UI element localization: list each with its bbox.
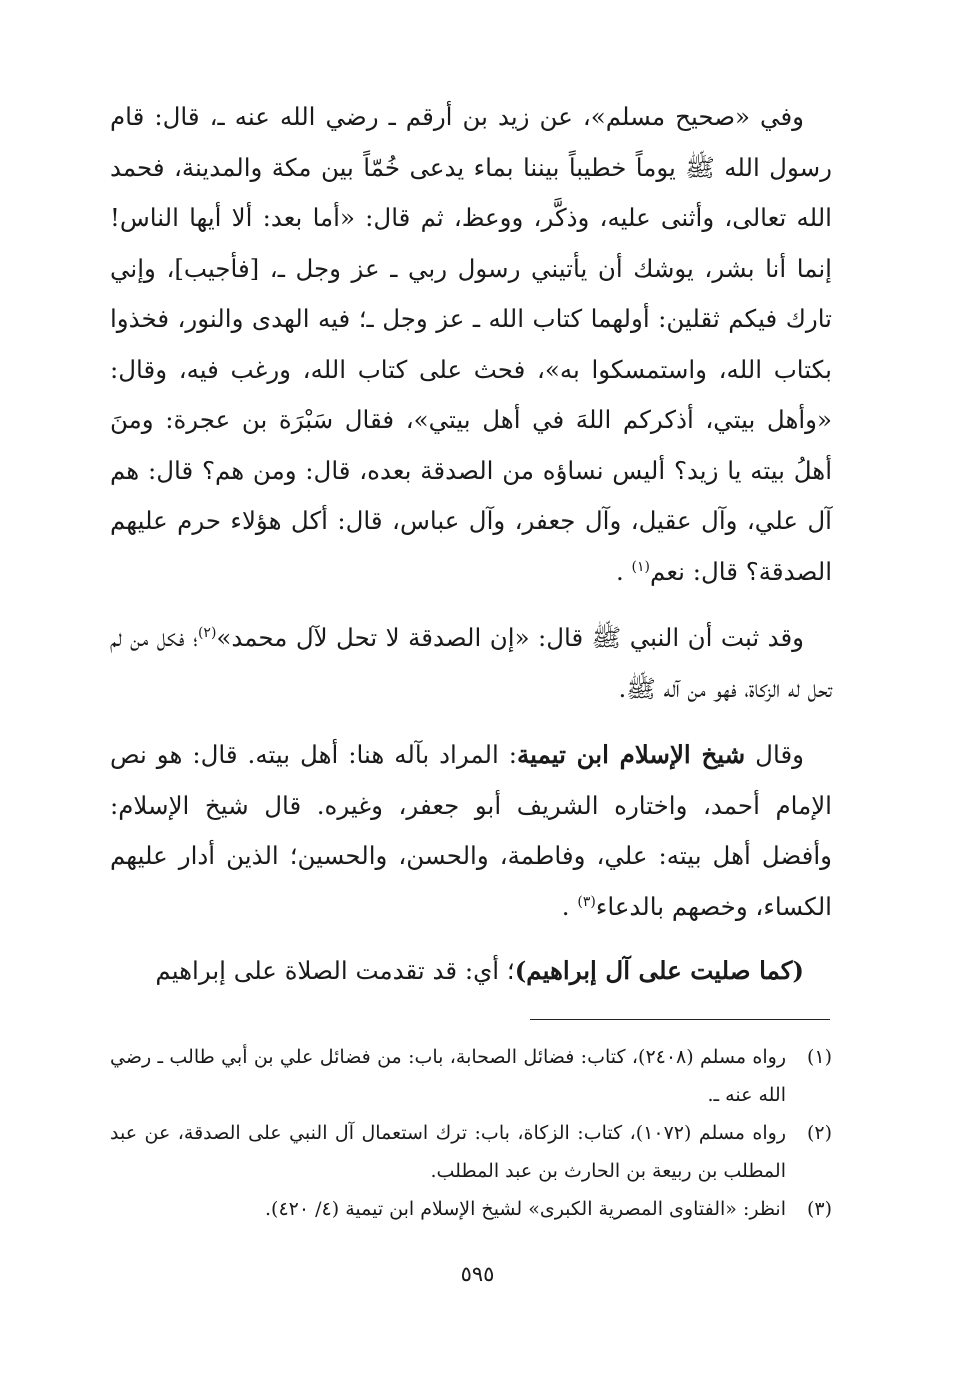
footnote-number: (٢) [806, 1121, 832, 1144]
footnote-text: رواه مسلم (٢٤٠٨)، كتاب: فضائل الصحابة، باب: من فضائل علي بن أبي طالب ـ رضي الله عنه ـ. [110, 1045, 787, 1106]
paragraph-text: وقد ثبت أن النبي ﷺ قال: «إن الصدقة لا تحل لآل محمد» [216, 623, 805, 652]
paragraph-kama-sallayta [110, 946, 832, 997]
quoted-phrase: (كما صليت على آل إبراهيم) [514, 956, 804, 985]
scholar-name: شيخ الإسلام ابن تيمية [517, 740, 746, 769]
paragraph-text: : المراد بآله هنا: أهل بيته. قال: هو نص الإمام أحمد، واختاره الشريف أبو جعفر، وغيره. قال شيخ الإسلام: وأفضل أهل بيته: علي، وفاطمة، والحسن، والحسين؛ الذين أدار عليهم الكساء، وخصهم بالدعاء [110, 740, 832, 921]
footnote-text: انظر: «الفتاوى المصرية الكبرى» لشيخ الإسلام ابن تيمية (٤/ ٤٢٠). [265, 1197, 786, 1220]
page-body [110, 92, 832, 1228]
footnote-number: (٣) [806, 1197, 832, 1220]
footnote-text: رواه مسلم (١٠٧٢)، كتاب: الزكاة، باب: ترك استعمال آل النبي على الصدقة، عن عبد المطلب بن ربيعة بن الحارث بن عبد المطلب. [110, 1121, 786, 1182]
footnote-marker-2[interactable]: (٢) [197, 624, 217, 641]
paragraph-text: وفي «صحيح مسلم»، عن زيد بن أرقم ـ رضي الله عنه ـ، قال: قام رسول الله ﷺ يوماً خطيباً بيننا بماء يدعى خُمّاً بين مكة والمدينة، فحمد الله تعالى، وأثنى عليه، وذكَّر، ووعظ، ثم قال: «أما بعد: ألا أيها الناس! إنما أنا بشر، يوشك أن يأتيني رسول ربي ـ عز وجل ـ، [فأجيب]، وإني تارك فيكم ثقلين: أولهما كتاب الله ـ عز وجل ـ؛ فيه الهدى والنور، فخذوا بكتاب الله، واستمسكوا به»، فحث على كتاب الله، ورغب فيه، وقال: «وأهل بيتي، أذكركم اللهَ في أهل بيتي»، فقال سَبْرَة بن عجرة: ومنَ أهلُ بيته يا زيد؟ أليس نساؤه من الصدقة بعده، قال: ومن هم؟ قال: هم آل علي، وآل عقيل، وآل جعفر، وآل عباس، قال: أكل هؤلاء حرم عليهم الصدقة؟ قال: نعم [110, 102, 832, 586]
footnote-1 [110, 1038, 832, 1114]
paragraph-end: ؛ فكل من لم تحل له الزكاة، فهو من آله ﷺ. [110, 623, 832, 703]
paragraph-sadaqa-ruling [110, 613, 832, 714]
footnote-divider [530, 1019, 830, 1020]
footnote-number: (١) [806, 1045, 832, 1068]
paragraph-text: ؛ أي: قد تقدمت الصلاة على إبراهيم [155, 956, 515, 985]
paragraph-end: . [561, 891, 578, 921]
footnote-2 [110, 1114, 832, 1190]
footnotes-section [110, 1038, 832, 1228]
paragraph-ibn-taymiyyah [110, 730, 832, 932]
paragraph-end: . [615, 556, 632, 586]
footnote-marker-1[interactable]: (١) [631, 558, 651, 575]
footnote-3 [110, 1190, 832, 1228]
paragraph-lead: وقال [745, 740, 804, 769]
page-number: ٥٩٥ [460, 1262, 495, 1286]
paragraph-sahih-muslim-hadith [110, 92, 832, 597]
footnote-marker-3[interactable]: (٣) [577, 893, 596, 910]
